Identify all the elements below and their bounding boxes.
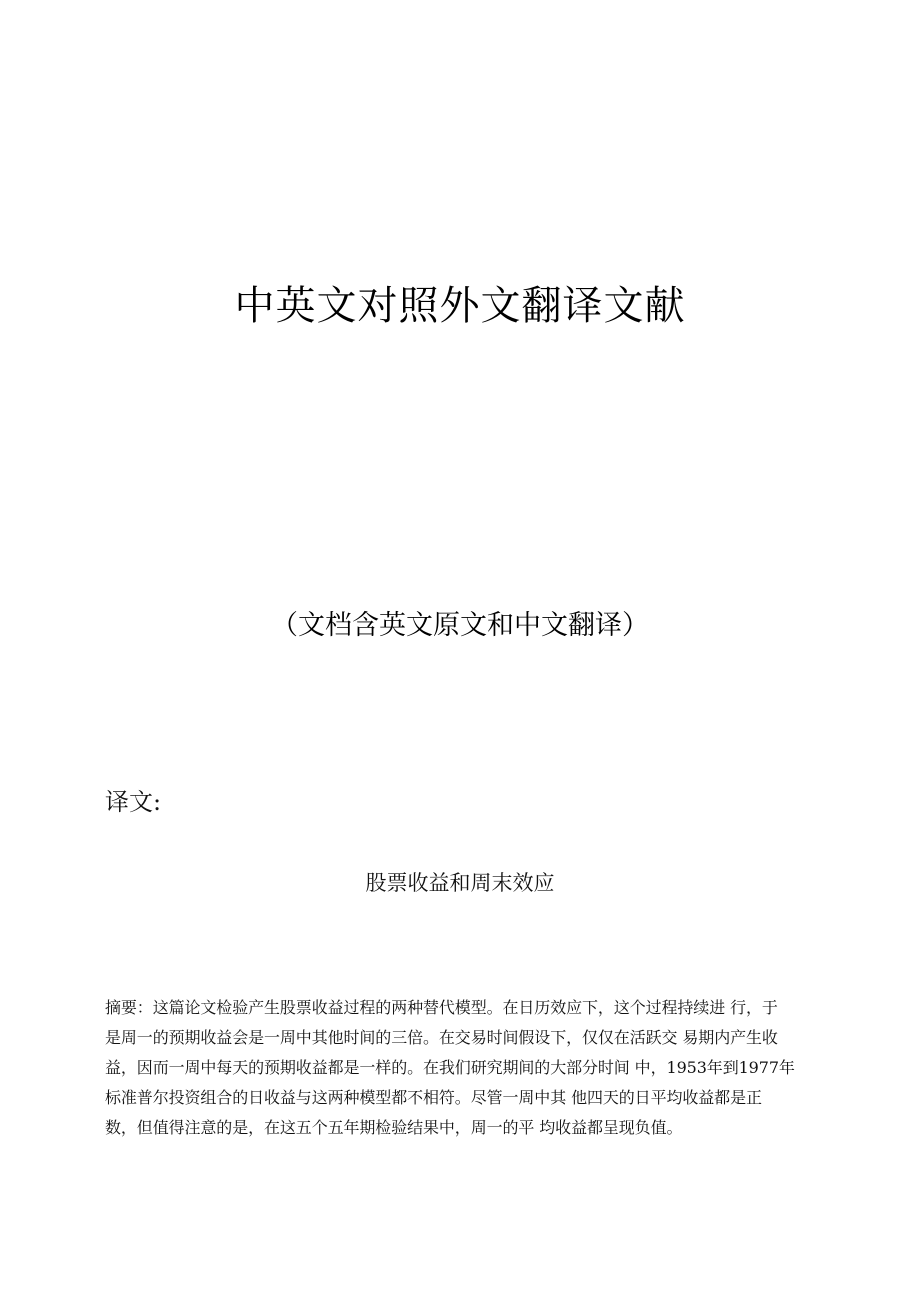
document-subtitle: （文档含英文原文和中文翻译）	[271, 610, 649, 641]
article-title: 股票收益和周末效应	[365, 871, 555, 895]
abstract-line-2: 是周一的预期收益会是一周中其他时间的三倍。在交易时间假设下，仅仅在活跃交 易期内产生收	[105, 1028, 778, 1047]
translation-section-label: 译文:	[105, 788, 162, 816]
abstract-line-3: 益，因而一周中每天的预期收益都是一样的。在我们研究期间的大部分时间 中，1953年到1977年	[105, 1058, 795, 1077]
abstract-paragraph	[105, 993, 835, 1143]
document-main-title: 中英文对照外文翻译文献	[234, 283, 686, 329]
abstract-line-4: 标准普尔投资组合的日收益与这两种模型都不相符。尽管一周中其 他四天的日平均收益都是正	[105, 1088, 762, 1107]
abstract-line-1: 摘要：这篇论文检验产生股票收益过程的两种替代模型。在日历效应下，这个过程持续进 行，于	[105, 998, 778, 1017]
abstract-line-5: 数，但值得注意的是，在这五个五年期检验结果中，周一的平 均收益都呈现负值。	[105, 1118, 683, 1137]
